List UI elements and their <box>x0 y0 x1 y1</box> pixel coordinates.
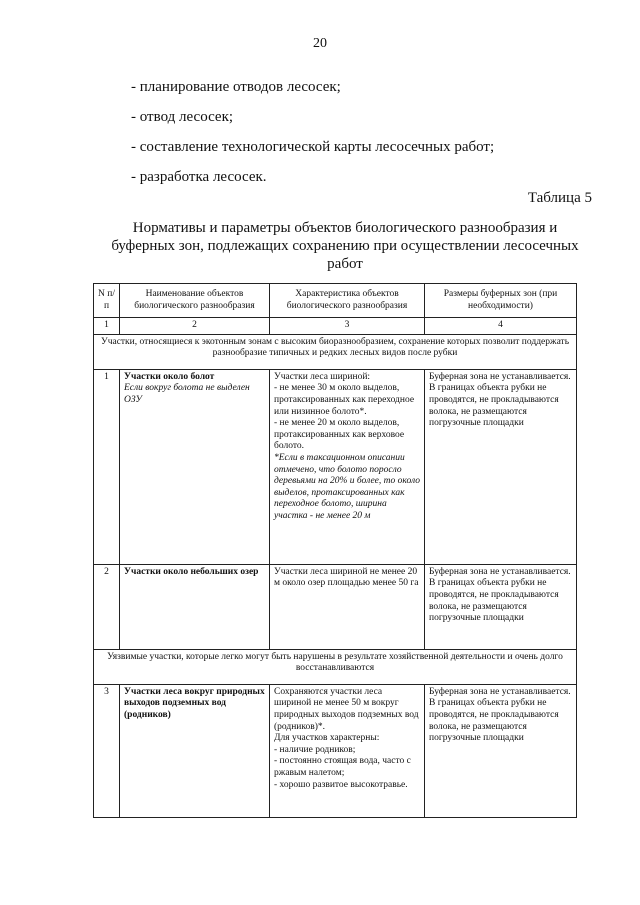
norms-table <box>93 283 577 818</box>
table-row <box>94 684 577 817</box>
char-line: Участки леса шириной не менее 20 м около озер площадью менее 50 га <box>274 566 419 589</box>
caption-line: работ <box>327 256 363 272</box>
char-line: - наличие родников; <box>274 744 356 755</box>
row-buffer <box>425 369 577 564</box>
char-line: - не менее 20 м около выделов, протаксированных как верховое болото. <box>274 418 405 452</box>
table-caption <box>100 219 590 273</box>
row-buffer <box>425 564 577 649</box>
char-line: Для участков характерны: <box>274 733 380 744</box>
caption-line: буферных зон, подлежащих сохранению при осуществлении лесосечных <box>111 238 579 254</box>
row-characteristic <box>270 564 425 649</box>
object-name: Участки около небольших озер <box>124 566 259 577</box>
row-num: 3 <box>94 684 120 817</box>
bullet-item: - планирование отводов лесосек; <box>131 79 341 95</box>
char-line: Сохраняются участки леса шириной не менее 50 м вокруг природных выходов подземных вод (родников)*. <box>274 686 419 732</box>
header-characteristic: Характеристика объектов биологического разнообразия <box>270 284 425 318</box>
col-number: 3 <box>270 318 425 335</box>
row-num: 2 <box>94 564 120 649</box>
bullet-list <box>131 72 494 192</box>
bullet-item: - разработка лесосек. <box>131 169 267 185</box>
row-buffer <box>425 684 577 817</box>
row-characteristic <box>270 369 425 564</box>
object-note: Если вокруг болота не выделен ОЗУ <box>124 383 250 405</box>
char-note: *Если в таксационном описании отмечено, что болото поросло деревьями на 20% и более, то около выделов, протаксированных как переходное болото, ширина участка - не менее 20 м <box>274 452 420 521</box>
table-label: Таблица 5 <box>527 190 592 206</box>
row-name <box>120 369 270 564</box>
char-line: Участки леса шириной: <box>274 371 371 382</box>
row-name <box>120 564 270 649</box>
section-heading: Участки, относящиеся к экотонным зонам с высоким биоразнообразием, сохранение которых позволит поддержать разнообразие типичных и редких лесных видов после рубки <box>94 334 577 369</box>
table-row <box>94 369 577 564</box>
object-name: Участки леса вокруг природных выходов подземных вод (родников) <box>124 686 265 720</box>
col-number: 2 <box>120 318 270 335</box>
buffer-line: Буферная зона не устанавливается. <box>429 371 571 382</box>
char-line: - хорошо развитое высокотравье. <box>274 779 408 790</box>
table-header-row <box>94 284 577 318</box>
buffer-line: В границах объекта рубки не проводятся, не прокладываются волока, не размещаются погрузочные площадки <box>429 383 559 429</box>
col-number: 4 <box>425 318 577 335</box>
header-num: N п/п <box>94 284 120 318</box>
row-characteristic <box>270 684 425 817</box>
buffer-line: Буферная зона не устанавливается. <box>429 686 571 697</box>
caption-line: Нормативы и параметры объектов биологического разнообразия и <box>132 220 558 236</box>
column-number-row <box>94 318 577 335</box>
buffer-line: Буферная зона не устанавливается. <box>429 566 571 577</box>
bullet-item: - отвод лесосек; <box>131 109 234 125</box>
object-name: Участки около болот <box>124 371 215 382</box>
header-name: Наименование объектов биологического разнообразия <box>120 284 270 318</box>
page-number: 20 <box>313 36 327 51</box>
bullet-item: - составление технологической карты лесосечных работ; <box>131 139 495 155</box>
section-row <box>94 649 577 684</box>
buffer-line: В границах объекта рубки не проводятся, не прокладываются волока, не размещаются погрузочные площадки <box>429 698 559 744</box>
header-buffer: Размеры буферных зон (при необходимости) <box>425 284 577 318</box>
char-line: - постоянно стоящая вода, часто с ржавым налетом; <box>274 756 411 778</box>
table-row <box>94 564 577 649</box>
section-row <box>94 334 577 369</box>
col-number: 1 <box>94 318 120 335</box>
row-name <box>120 684 270 817</box>
buffer-line: В границах объекта рубки не проводятся, не прокладываются волока, не размещаются погрузочные площадки <box>429 578 559 624</box>
section-heading: Уязвимые участки, которые легко могут быть нарушены в результате хозяйственной деятельности и очень долго восстанавливаются <box>94 649 577 684</box>
char-line: - не менее 30 м около выделов, протаксированных как переходное или низинное болото*. <box>274 383 415 417</box>
row-num: 1 <box>94 369 120 564</box>
